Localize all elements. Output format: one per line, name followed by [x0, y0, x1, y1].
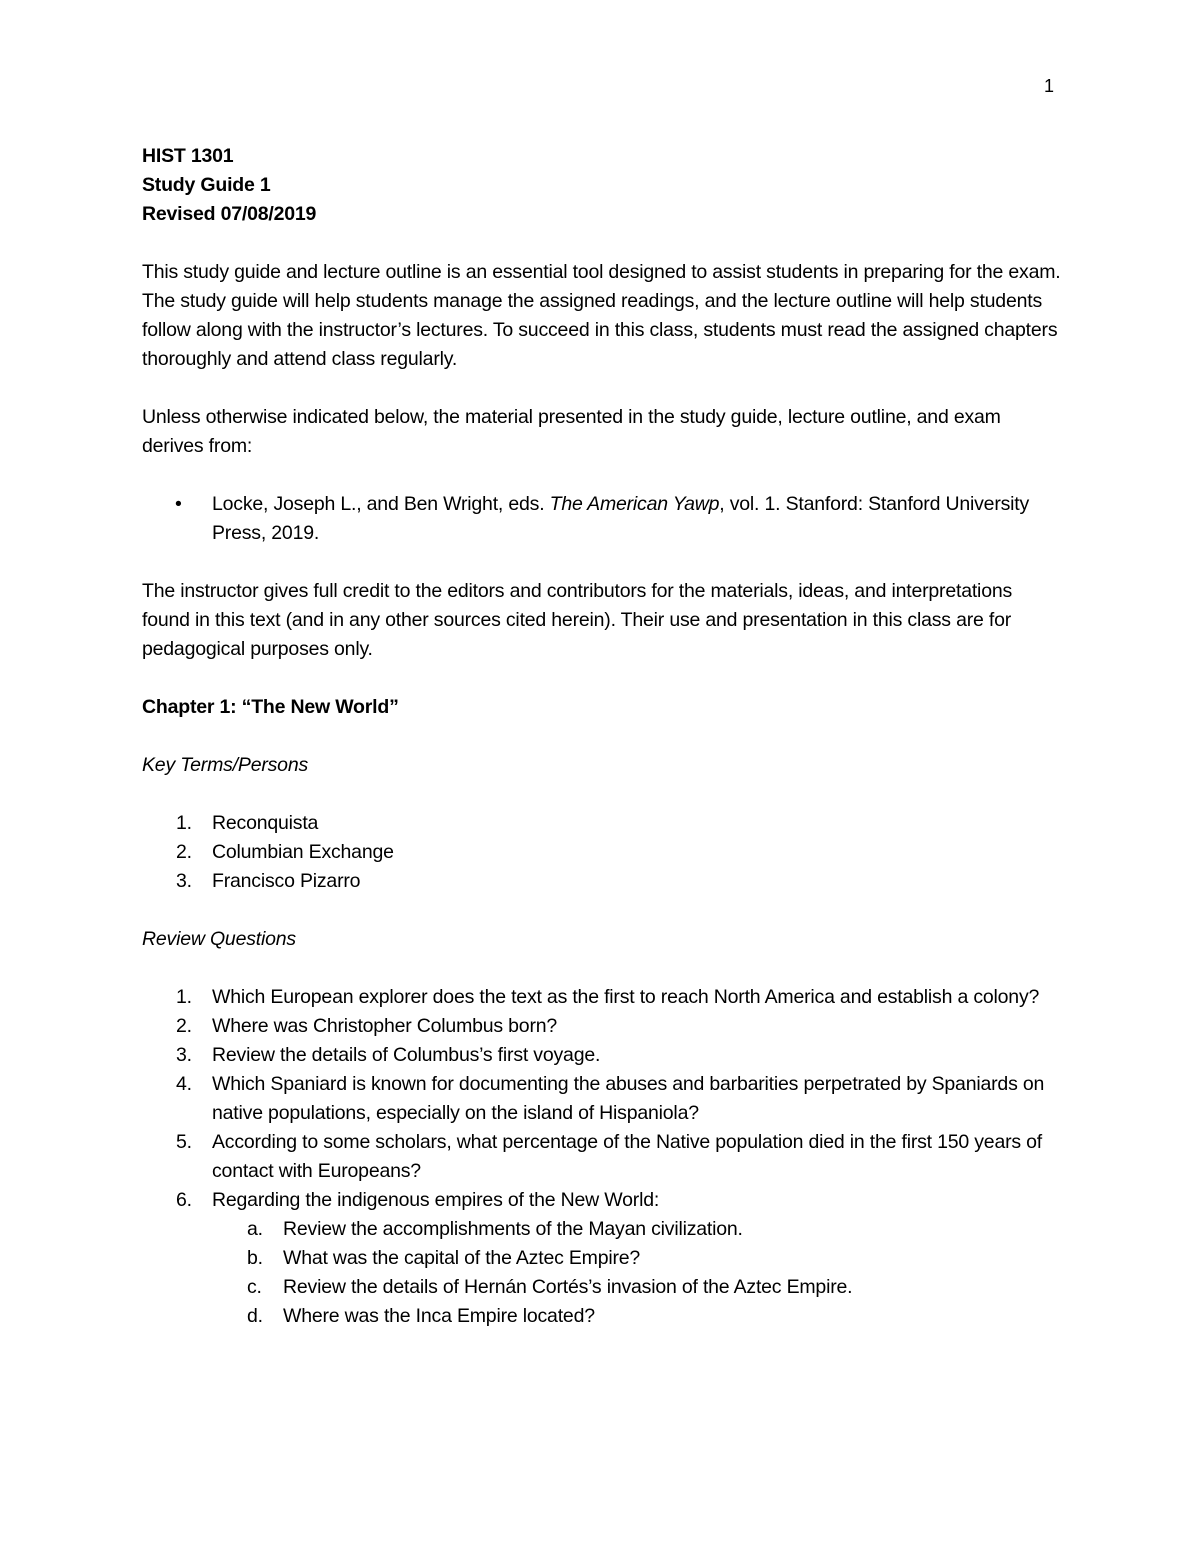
list-item: 4. Which Spaniard is known for documenting the abuses and barbarities perpetrated by Spaniards on native populations, especially on the island of Hispaniola? [176, 1073, 1045, 1124]
list-item: 1. Which European explorer does the text as the first to reach North America and establish a colony? [176, 986, 1040, 1008]
key-terms-heading: Key Terms/Persons [142, 754, 309, 776]
list-item: 3. Review the details of Columbus’s first voyage. [176, 1044, 601, 1066]
citation-book-title: The American Yawp [549, 493, 720, 515]
list-item: c. Review the details of Hernán Cortés’s invasion of the Aztec Empire. [247, 1276, 853, 1298]
list-item: 3. Francisco Pizarro [176, 870, 361, 892]
source-intro-paragraph: Unless otherwise indicated below, the material presented in the study guide, lecture outline, and exam derives from: [142, 406, 1001, 457]
citation-rest: , vol. 1. Stanford: Stanford University Press, 2019. [212, 493, 1030, 544]
course-code: HIST 1301 [142, 145, 234, 167]
citation-item [142, 490, 1062, 548]
list-item: 5. According to some scholars, what percentage of the Native population died in the first 150 years of contact with Europeans? [176, 1131, 1043, 1182]
list-item: 2. Where was Christopher Columbus born? [176, 1015, 558, 1037]
list-item: d. Where was the Inca Empire located? [247, 1305, 595, 1327]
document-body [142, 142, 1062, 1331]
sub-questions-list [212, 1215, 1062, 1331]
list-item: a. Review the accomplishments of the Mayan civilization. [247, 1218, 743, 1240]
page-number: 1 [1044, 76, 1055, 96]
review-questions-heading: Review Questions [142, 928, 296, 950]
list-item: b. What was the capital of the Aztec Empire? [247, 1247, 641, 1269]
intro-paragraph: This study guide and lecture outline is an essential tool designed to assist students in preparing for the exam. The study guide will help students manage the assigned readings, and the lecture outline will help students follow along with the instructor’s lectures. To succeed in this class, students must read the assigned chapters thoroughly and attend class regularly. [142, 261, 1061, 370]
guide-title: Study Guide 1 [142, 174, 271, 196]
list-item: 2. Columbian Exchange [176, 841, 394, 863]
list-item: 1. Reconquista [176, 812, 319, 834]
bullet-icon: • [175, 493, 182, 515]
key-terms-list [142, 809, 1062, 896]
citation-authors: Locke, Joseph L., and Ben Wright, eds. [212, 493, 550, 515]
chapter-heading: Chapter 1: “The New World” [142, 696, 399, 718]
review-questions-list [142, 983, 1062, 1331]
credit-paragraph: The instructor gives full credit to the editors and contributors for the materials, ideas, and interpretations found in this text (and in any other sources cited herein). Their use and presentation in this class are for pedagogical purposes only. [142, 580, 1013, 660]
revised-date: Revised 07/08/2019 [142, 203, 317, 225]
list-item: 6. Regarding the indigenous empires of the New World: a. Review the accomplishments of the Mayan civilization. b. What was the capital of the Aztec Empire? c. Review the details of Hernán Cortés’s invasion of the Aztec Empire. d. Where was the Inca Empire located? [142, 1186, 1062, 1331]
